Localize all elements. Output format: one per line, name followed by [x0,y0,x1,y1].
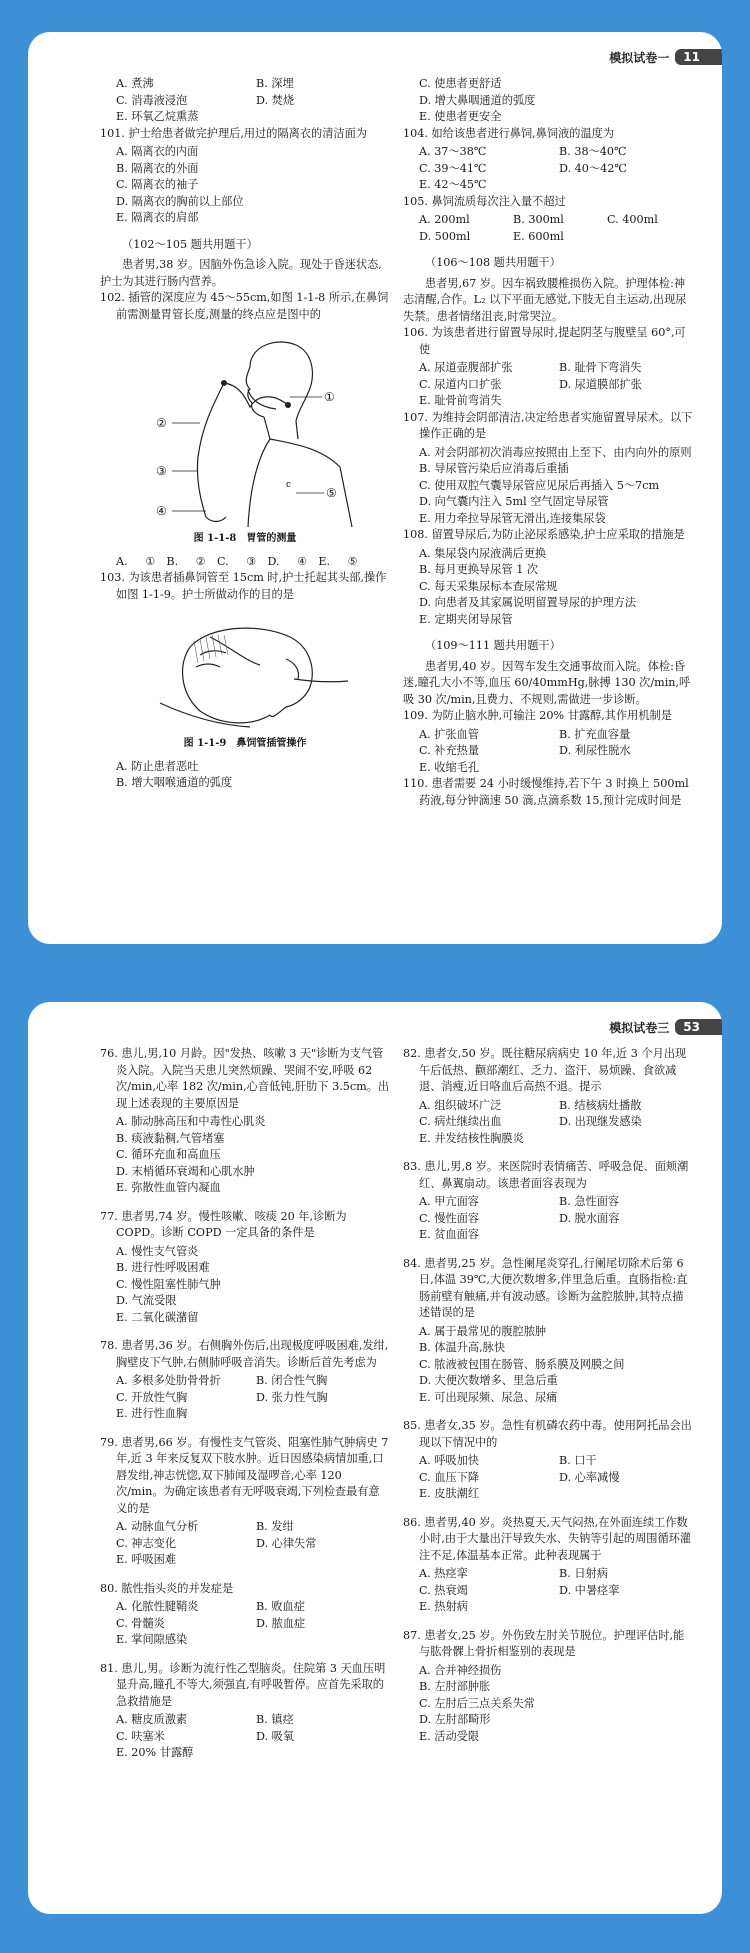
option: C. 开放性气胸 [116,1390,188,1404]
option: C. 隔离衣的袖子 [116,178,199,191]
option: E. 定期夹闭导尿管 [419,612,513,626]
group-heading: （109～111 题共用题干） [425,639,561,652]
question-82: 82. 患者女,50 岁。既往糖尿病病史 10 年,近 3 个月出现午后低热、颧部潮红、乏力、盗汗、易烦躁、食欲减退、消瘦,近日咯血后高热不退。提示 [403,1047,687,1093]
group-heading: （102～105 题共用题干） [122,237,258,251]
option: C. 400ml [607,213,658,226]
option: A. 甲亢面容 [419,1195,479,1208]
option: A. 肺动脉高压和中毒性心肌炎 [116,1115,266,1128]
option: B. 痰液黏稠,气管堵塞 [116,1131,225,1145]
question-110: 110. 患者需要 24 小时缓慢维持,若下午 3 时换上 500ml 药液,每分钟滴速 50 滴,点滴系数 15,预计完成时间是 [403,777,689,807]
page-number: 11 [675,49,722,65]
option: B. 急性面容 [559,1195,620,1208]
question-78: 78. 患者男,36 岁。右侧胸外伤后,出现极度呼吸困难,发绀,胸壁皮下气肿,右侧肺呼吸音消失。诊断后首先考虑为 [100,1339,389,1369]
question-108: 108. 留置导尿后,为防止泌尿系感染,护士应采取的措施是 [403,528,685,541]
question-109: 109. 为防止脑水肿,可输注 20% 甘露醇,其作用机制是 [403,709,672,722]
option: D. 脱水面容 [559,1211,620,1225]
option: E. 20% 甘露醇 [116,1746,194,1759]
option: D. 利尿性脱水 [559,744,631,757]
page-title: 模拟试卷三 [609,1020,670,1035]
question-85: 85. 患者女,35 岁。急性有机磷农药中毒。使用阿托品会出现以下情况中的 [403,1419,692,1449]
option: C. 骨髓炎 [116,1616,165,1630]
option: C. 补充热量 [419,744,480,757]
option: E. 可出现尿频、尿急、尿痛 [419,1390,558,1404]
question-103: 103. 为该患者插鼻饲管至 15cm 时,护士托起其头部,操作如图 1-1-9。护士所做动作的目的是 [100,571,387,601]
left-column [100,76,390,792]
figure-label: ④ [156,504,167,518]
question-87: 87. 患者女,25 岁。外伤致左肘关节脱位。护理评估时,能与肱骨髁上骨折相鉴别的表现是 [403,1628,685,1658]
option: A. 动脉血气分析 [116,1520,199,1533]
option: C. 使患者更舒适 [419,77,502,90]
figure-label: ⑤ [326,486,337,500]
option: D. 末梢循环衰竭和心肌水肿 [116,1164,255,1178]
option: E. 呼吸困难 [116,1553,177,1566]
option: B. 闭合性气胸 [256,1374,328,1387]
option: D. 脓血症 [256,1616,306,1630]
option: D. 心率减慢 [559,1470,620,1484]
question-80: 80. 脓性指头炎的并发症是 [100,1581,234,1595]
option: A. 慢性支气管炎 [116,1244,199,1258]
option: A. 对会阴部初次消毒应按照由上至下、由内向外的原则 [419,445,692,459]
option: A. 合并神经损伤 [419,1663,502,1677]
option: A. 集尿袋内尿液满后更换 [419,546,547,560]
question-83: 83. 患儿,男,8 岁。来医院时表情痛苦、呼吸急促、面颊潮红、鼻翼扇动。该患者面容表现为 [403,1160,689,1190]
option: B. 增大咽喉通道的弧度 [116,776,233,789]
option: D. 出现继发感染 [559,1115,642,1128]
option: E. 耻骨前弯消失 [419,394,502,407]
option: E. 热射病 [419,1600,468,1613]
right-column [403,76,693,811]
figure-label: ① [324,390,335,404]
option: B. 体温升高,脉快 [419,1341,506,1354]
option: E. 弥散性血管内凝血 [116,1181,221,1194]
option: C. 左肘后三点关系失常 [419,1696,535,1710]
option: E. 活动受限 [419,1729,480,1743]
group-heading: （106～108 题共用题干） [425,256,561,269]
left-column [100,1046,390,1774]
option: E. 使患者更安全 [419,110,502,123]
stomach-tube-measure-figure [100,327,390,527]
question-84: 84. 患者男,25 岁。急性阑尾炎穿孔,行阑尾切除术后第 6 日,体温 39℃,大便次数增多,伴里急后重。直肠指检:直肠前壁有触痛,并有波动感。诊断为盆腔脓肿,其特点描述错误的是 [403,1256,688,1319]
option: C. 尿道内口扩张 [419,377,502,391]
option: C. 神志变化 [116,1536,177,1550]
option: D. 心律失常 [256,1536,317,1550]
page-title: 模拟试卷一 [609,50,670,65]
option: C. 循环充血和高血压 [116,1148,221,1161]
option: C. 每天采集尿标本查尿常规 [419,579,558,593]
option: B. 38～40℃ [559,145,627,158]
option: E. 二氧化碳潴留 [116,1310,199,1324]
option: A. 呼吸加快 [419,1454,479,1467]
option: A. 37～38℃ [419,145,487,158]
option: A. 糖皮质激素 [116,1713,188,1726]
option: A. 化脓性腱鞘炎 [116,1600,199,1613]
figure-label: ③ [156,464,167,478]
exam-page-1 [28,32,722,944]
option: B. 扩充血容量 [559,727,631,741]
question-101: 101. 护士给患者做完护理后,用过的隔离衣的清洁面为 [100,126,367,140]
option: D. 中暑痉挛 [559,1583,620,1597]
option: D. 大便次数增多、里急后重 [419,1374,558,1387]
option: A. 防止患者恶吐 [116,759,199,773]
option: C. 慢性面容 [419,1211,480,1225]
option: B. 日射病 [559,1567,608,1580]
option: A. 200ml [419,213,470,226]
option: C. 使用双腔气囊导尿管应见尿后再插入 5～7cm [419,478,660,492]
option: A. 尿道壶腹部扩张 [419,361,513,374]
option: A. 组织破坏广泛 [419,1098,502,1112]
option: D. 向患者及其家属说明留置导尿的护理方法 [419,596,637,609]
option: E. 隔离衣的肩部 [116,211,199,224]
option: D. 增大鼻咽通道的弧度 [419,93,536,107]
option: D. 左肘部畸形 [419,1713,491,1726]
exam-page-2 [28,1002,722,1914]
option: B. 每月更换导尿管 1 次 [419,563,539,576]
option: A. 多根多处肋骨骨折 [116,1374,221,1387]
option: E. 贫血面容 [419,1228,480,1241]
option: B. 耻骨下弯消失 [559,361,642,374]
option: D. 尿道膜部扩张 [559,377,642,391]
right-column [403,1046,693,1757]
option: E. 进行性血胸 [116,1407,188,1420]
case-stem: 患者男,40 岁。因驾车发生交通事故而入院。体检:昏迷,瞳孔大小不等,血压 60/40mmHg,脉搏 130 次/min,呼吸 30 次/min,且费力、不规则,需做进一步诊断。 [403,659,691,706]
case-stem: 患者男,67 岁。因车祸致腰椎损伤入院。护理体检:神志清醒,合作。L₂ 以下平面无感觉,下肢无自主运动,出现尿失禁。患者情绪沮丧,时常哭泣。 [403,276,687,323]
option: C. 脓液被包围在肠管、肠系膜及网膜之间 [419,1357,625,1371]
option: E. 600ml [513,229,564,243]
question-86: 86. 患者男,40 岁。炎热夏天,天气闷热,在外面连续工作数小时,由于大量出汗导致失水、失钠等引起的周围循环灌注不足,体温基本正常。此种表现属于 [403,1515,692,1562]
figure-caption: 图 1-1-9 鼻饲管插管操作 [183,738,307,749]
option: C. 呋塞米 [116,1729,165,1743]
option: D. 吸氧 [256,1729,295,1743]
page-header [609,46,722,68]
option: E. 皮肤潮红 [419,1487,480,1500]
option: E. 42～45℃ [419,178,487,191]
option: B. 发绀 [256,1520,294,1533]
figure-label: c [286,480,292,490]
option: B. 隔离衣的外面 [116,161,199,175]
option: B. 左肘部肿胀 [419,1680,491,1693]
option: D. 焚烧 [256,93,295,107]
option: E. 环氧乙烷熏蒸 [116,110,199,123]
option: C. 39～41℃ [419,161,487,175]
option: A. 扩张血管 [419,727,479,741]
option: D. 40～42℃ [559,161,627,175]
option: D. 隔离衣的胸前以上部位 [116,194,244,208]
figure-caption: 图 1-1-8 胃管的测量 [193,533,297,544]
question-79: 79. 患者男,66 岁。有慢性支气管炎、阻塞性肺气肿病史 7 年,近 3 年来反复双下肢水肿。近日因感染病情加重,口唇发绀,神志恍惚,双下肺闻及湿啰音,心率 120 次/min。为确定该患者有无呼吸衰竭,下列检查最有意义的是 [100,1435,389,1515]
option: B. 导尿管污染后应消毒后重插 [419,462,569,475]
option: A. 热痉挛 [419,1567,468,1580]
question-76: 76. 患儿,男,10 月龄。因"发热、咳嗽 3 天"诊断为支气管炎入院。入院当天患儿突然烦躁、哭闹不安,呼吸 62 次/min,心率 182 次/min,心音低钝,肝肋下 3.5cm。出现上述表现的主要原因是 [100,1047,390,1110]
option: B. 口干 [559,1454,597,1467]
figure-label: ② [156,416,167,430]
option: C. 消毒液浸泡 [116,93,188,107]
page-number: 53 [675,1019,722,1035]
question-104: 104. 如给该患者进行鼻饲,鼻饲液的温度为 [403,126,615,140]
option: A. 煮沸 [116,77,154,90]
option: C. 病灶继续出血 [419,1115,502,1128]
option: B. 300ml [513,213,564,226]
page-header [609,1016,722,1038]
option: C. 血压下降 [419,1470,480,1484]
case-stem: 患者男,38 岁。因脑外伤急诊入院。现处于昏迷状态,护士为其进行肠内营养。 [100,258,382,288]
option: B. 镇痉 [256,1713,294,1726]
option: D. 向气囊内注入 5ml 空气固定导尿管 [419,495,609,508]
tube-insertion-figure [100,607,390,732]
option: B. 结核病灶播散 [559,1098,642,1112]
option: E. 用力牵拉导尿管无滑出,连接集尿袋 [419,511,606,525]
option: D. 气流受限 [116,1294,177,1307]
option: D. 500ml [419,229,471,243]
question-107: 107. 为维持会阴部清洁,决定给患者实施留置导尿术。以下操作正确的是 [403,410,693,440]
question-77: 77. 患者男,74 岁。慢性咳嗽、咳痰 20 年,诊断为 COPD。诊断 COPD 一定具备的条件是 [100,1209,347,1239]
option: A. 属于最常见的腹腔脓肿 [419,1324,547,1338]
option: A. 隔离衣的内面 [116,145,199,158]
question-105: 105. 鼻饲流质每次注入量不超过 [403,194,566,208]
option: B. 进行性呼吸困难 [116,1261,210,1274]
option: E. 并发结核性胸膜炎 [419,1131,524,1145]
question-106: 106. 为该患者进行留置导尿时,提起阴茎与腹壁呈 60°,可使 [403,326,686,356]
option: C. 慢性阻塞性肺气肿 [116,1277,221,1291]
option: E. 收缩毛孔 [419,760,480,774]
option: B. 深埋 [256,77,294,90]
question-102-options: A. ① B. ② C. ③ D. ④ E. ⑤ [116,554,358,568]
option: B. 败血症 [256,1600,305,1613]
question-102: 102. 插管的深度应为 45～55cm,如图 1-1-8 所示,在鼻饲前需测量胃管长度,测量的终点应是图中的 [100,291,389,321]
option: E. 掌间隙感染 [116,1633,188,1646]
option: D. 张力性气胸 [256,1390,328,1404]
question-81: 81. 患儿,男。诊断为流行性乙型脑炎。住院第 3 天血压明显升高,瞳孔不等大,须强直,有呼吸暂停。应首先采取的急救措施是 [100,1661,386,1708]
option: C. 热衰竭 [419,1583,468,1597]
